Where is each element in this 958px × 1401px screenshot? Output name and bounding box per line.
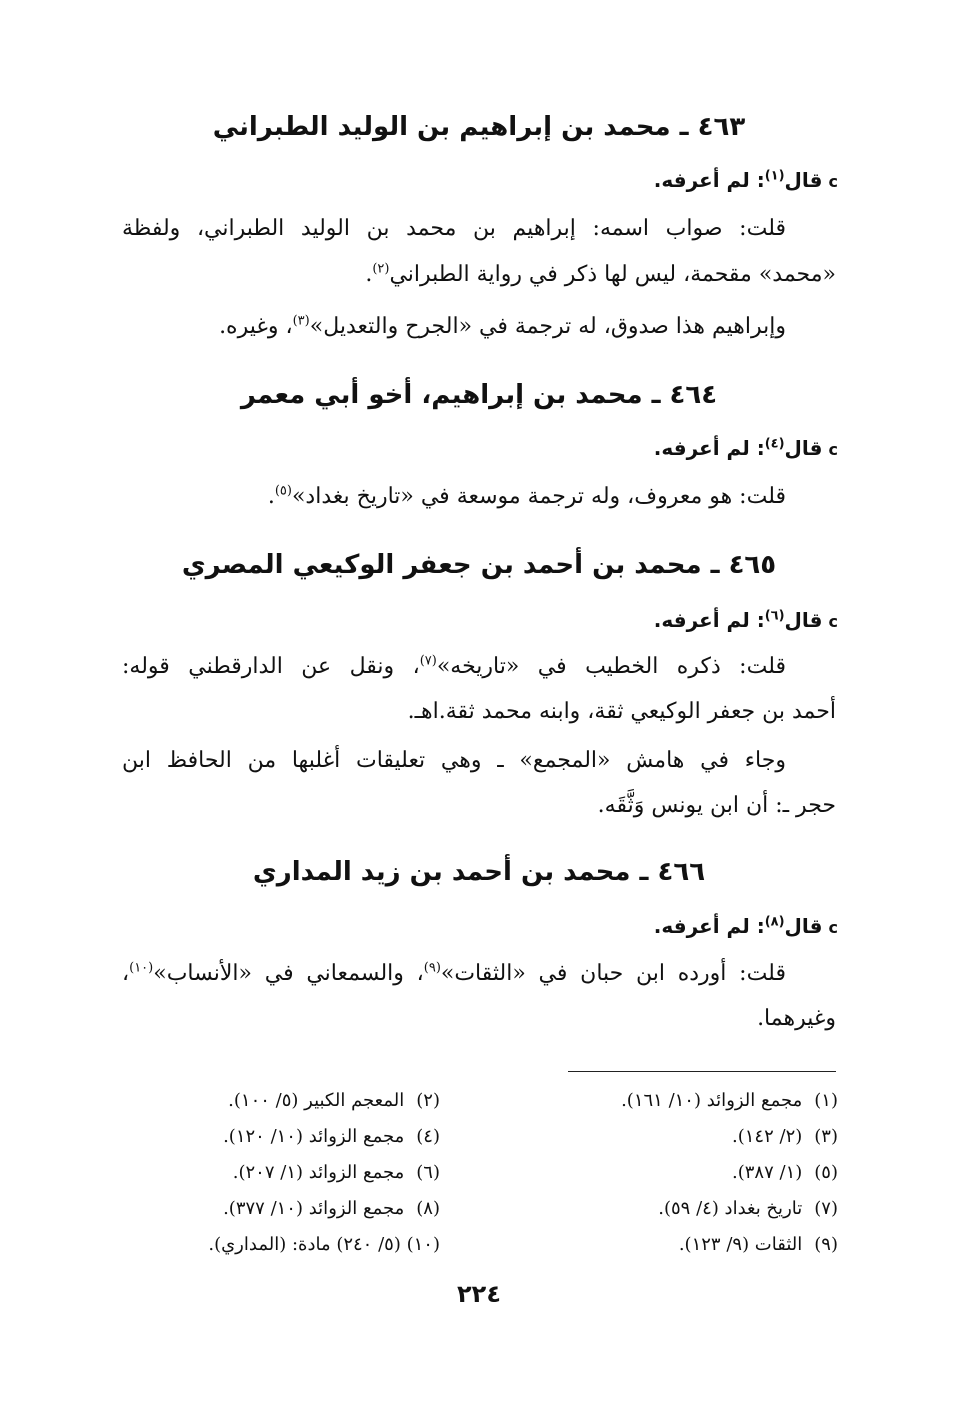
footnote	[228, 1090, 440, 1111]
footnote-ref: (٦)	[764, 608, 785, 624]
footnote-ref: (٣)	[292, 313, 310, 329]
paragraph-text: .	[365, 262, 373, 287]
footnote-ref: (١)	[764, 168, 785, 184]
qal-line-466	[654, 914, 838, 938]
paragraph-line: وغيرهما.	[757, 1006, 836, 1031]
qal-label: قال	[784, 436, 823, 460]
footnote-ref: (٤)	[764, 436, 785, 452]
paragraph-line	[122, 961, 786, 986]
paragraph-text: قلت: هو معروف، وله ترجمة موسعة في «تاريخ بغداد»	[291, 484, 786, 509]
footnote-number: (٤)	[416, 1126, 440, 1147]
footnote-text: (١/ ٣٨٧).	[732, 1162, 803, 1183]
paragraph-text: ،	[122, 961, 130, 986]
footnote-number: (٦)	[416, 1162, 440, 1183]
footnote-text: (٥/ ٢٤٠) مادة: (المداري).	[208, 1234, 401, 1255]
footnote-separator	[568, 1071, 836, 1072]
footnote-ref: (٢)	[372, 261, 390, 277]
paragraph-line	[122, 262, 836, 287]
footnote	[679, 1234, 838, 1255]
page-number: ٢٢٤	[457, 1280, 501, 1308]
footnote-number: (٨)	[416, 1198, 440, 1219]
qal-marker: c	[828, 612, 838, 631]
footnote	[621, 1090, 838, 1111]
paragraph-text: قلت: ذكره الخطيب في «تاريخه»	[436, 654, 786, 679]
footnote-number: (٣)	[814, 1126, 838, 1147]
footnote	[732, 1126, 838, 1147]
qal-marker: c	[828, 172, 838, 191]
footnote-ref: (٥)	[274, 483, 292, 499]
footnote-text: مجمع الزوائد (١/ ٢٠٧).	[232, 1162, 405, 1183]
footnote-text: (٢/ ١٤٢).	[732, 1126, 803, 1147]
footnote	[732, 1162, 838, 1183]
footnote-ref: (٧)	[419, 653, 437, 669]
footnote-text: مجمع الزوائد (١٠/ ٣٧٧).	[223, 1198, 405, 1219]
entry-heading-465: ٤٦٥ ـ محمد بن أحمد بن جعفر الوكيعي المصري	[181, 550, 777, 580]
paragraph-text: ، وغيره.	[219, 314, 293, 339]
paragraph-line	[122, 654, 786, 679]
qal-label: قال	[784, 168, 823, 192]
footnote-text: المعجم الكبير (٥/ ١٠٠).	[228, 1090, 405, 1111]
footnote-text: الثقات (٩/ ١٢٣).	[678, 1234, 803, 1255]
qal-text: : لم أعرفه.	[653, 914, 765, 938]
footnote	[223, 1126, 440, 1147]
entry-heading-463: ٤٦٣ ـ محمد بن إبراهيم بن الوليد الطبراني	[212, 112, 746, 142]
footnote-number: (٩)	[814, 1234, 838, 1255]
footnote-text: مجمع الزوائد (١٠/ ١٦١).	[621, 1090, 803, 1111]
qal-line-465	[654, 608, 838, 632]
paragraph-line: حجر ـ: أن ابن يونس وَثَّقَه.	[597, 793, 836, 818]
footnote-number: (١٠)	[406, 1234, 440, 1255]
footnote	[233, 1162, 440, 1183]
paragraph-line: قلت: صواب اسمه: إبراهيم بن محمد بن الوليد الطبراني، ولفظة	[122, 216, 786, 241]
qal-label: قال	[784, 914, 823, 938]
paragraph-line: وجاء في هامش «المجمع» ـ وهي تعليقات أغلبها من الحافظ ابن	[122, 748, 786, 773]
qal-line-463	[654, 168, 838, 192]
entry-heading-466: ٤٦٦ ـ محمد بن أحمد بن زيد المداري	[252, 857, 706, 887]
footnote-ref: (٩)	[423, 960, 441, 976]
qal-text: : لم أعرفه.	[653, 436, 765, 460]
paragraph-text: .	[267, 484, 275, 509]
footnote-number: (١)	[814, 1090, 838, 1111]
qal-text: : لم أعرفه.	[653, 168, 765, 192]
footnote-text: مجمع الزوائد (١٠/ ١٢٠).	[223, 1126, 405, 1147]
paragraph-line: أحمد بن جعفر الوكيعي ثقة، وابنه محمد ثقة.اهـ.	[407, 699, 836, 724]
paragraph-text: قلت: أورده ابن حبان في «الثقات»	[440, 961, 786, 986]
qal-marker: c	[828, 440, 838, 459]
footnote	[658, 1198, 838, 1219]
footnote	[208, 1234, 440, 1255]
paragraph-line	[122, 314, 786, 339]
footnote-number: (٢)	[416, 1090, 440, 1111]
footnote	[223, 1198, 440, 1219]
paragraph-line	[122, 484, 786, 509]
paragraph-text: ، والسمعاني في «الأنساب»	[153, 961, 424, 986]
qal-marker: c	[828, 918, 838, 937]
paragraph-text: ، ونقل عن الدارقطني قوله:	[122, 654, 420, 679]
qal-line-464	[654, 436, 838, 460]
paragraph-text: «محمد» مقحمة، ليس لها ذكر في رواية الطبراني	[389, 262, 836, 287]
footnote-number: (٧)	[814, 1198, 838, 1219]
footnote-ref: (٨)	[764, 914, 785, 930]
qal-label: قال	[784, 608, 823, 632]
footnote-number: (٥)	[814, 1162, 838, 1183]
paragraph-text: وإبراهيم هذا صدوق، له ترجمة في «الجرح والتعديل»	[309, 314, 786, 339]
entry-heading-464: ٤٦٤ ـ محمد بن إبراهيم، أخو أبي معمر	[240, 380, 718, 410]
footnote-ref: (١٠)	[129, 960, 154, 976]
qal-text: : لم أعرفه.	[653, 608, 765, 632]
footnote-text: تاريخ بغداد (٤/ ٥٩).	[658, 1198, 803, 1219]
